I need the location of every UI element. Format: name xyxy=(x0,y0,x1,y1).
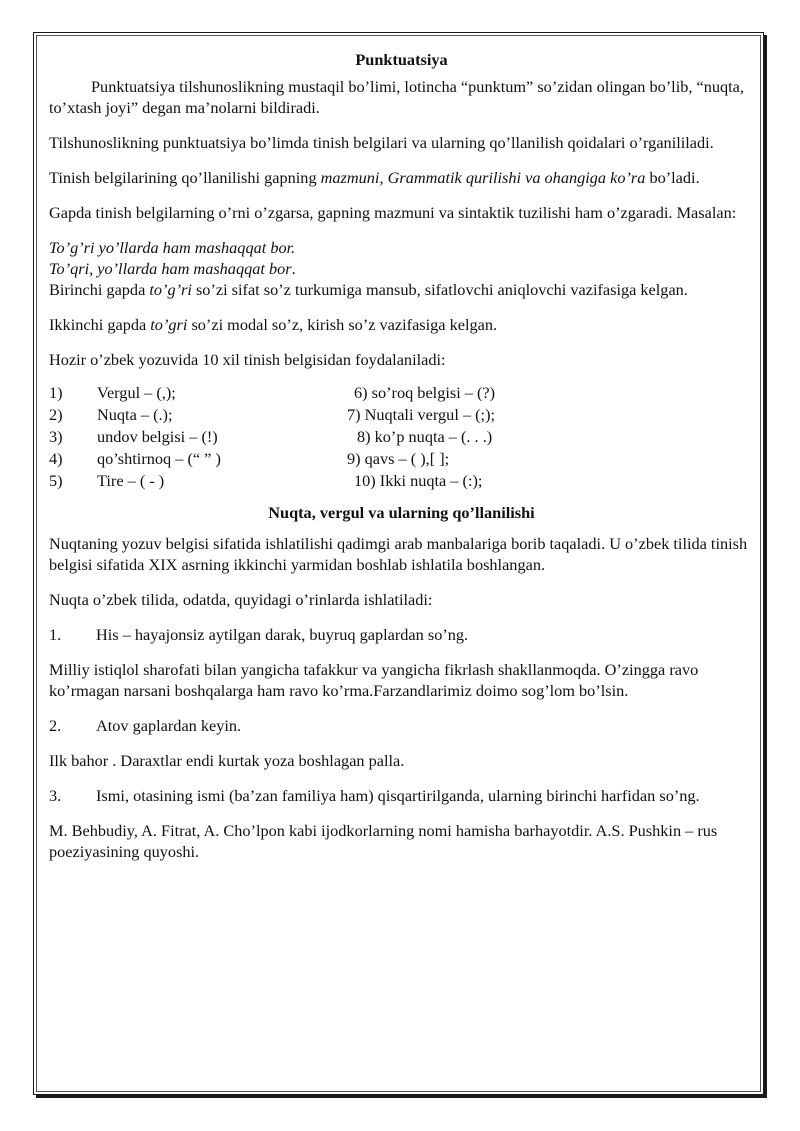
paragraph-second-sentence: Ikkinchi gapda to’gri so’zi modal so’z, kirish so’z vazifasiga kelgan. xyxy=(49,315,498,334)
list-item: 1) Vergul – (,); 6) so’roq belgisi – (?) xyxy=(49,383,496,402)
example-1: To’g’ri yo’llarda ham mashaqqat bor. xyxy=(49,238,296,257)
punctuation-list xyxy=(49,382,754,492)
list-item: 4) qo’shtirnoq – (“ ” ) 9) qavs – ( ),[ ]; xyxy=(49,449,450,468)
paragraph-count: Hozir o’zbek yozuvida 10 xil tinish belgisidan foydalaniladi: xyxy=(49,350,446,369)
paragraph-change: Gapda tinish belgilarning o’rni o’zgarsa, gapning mazmuni va sintaktik tuzilishi ham o’zgaradi. Masalan: xyxy=(49,203,737,222)
paragraph-history: Nuqtaning yozuv belgisi sifatida ishlatilishi qadimgi arab manbalariga borib taqaladi. U o’zbek tilida tinish belgisi sifatida XIX asrning ikkinchi yarmidan boshlab ishlatila boshlangan. xyxy=(49,534,748,574)
paragraph-definition: Tilshunoslikning punktuatsiya bo’limda tinish belgilari va ularning qo’llanilish qoidalari o’rganililadi. xyxy=(49,133,714,152)
rule-2: 2. Atov gaplardan keyin. xyxy=(49,716,242,735)
paragraph-example-rule-2: Ilk bahor . Daraxtlar endi kurtak yoza boshlagan palla. xyxy=(49,751,405,770)
list-item: 2) Nuqta – (.); 7) Nuqtali vergul – (;); xyxy=(49,405,496,424)
paragraph-example-rule-3: M. Behbudiy, A. Fitrat, A. Cho’lpon kabi ijodkorlarning nomi hamisha barhayotdir. A.S. Pushkin – rus poeziyasining quyoshi. xyxy=(49,821,718,861)
example-2: To’qri, yo’llarda ham mashaqqat bor. xyxy=(49,259,296,278)
section-title: Nuqta, vergul va ularning qo’llanilishi xyxy=(268,503,535,522)
paragraph-usage: Tinish belgilarining qo’llanilishi gapning mazmuni, Grammatik qurilishi va ohangiga ko’ra bo’ladi. xyxy=(49,168,700,187)
list-item: 5) Tire – ( - ) 10) Ikki nuqta – (:); xyxy=(49,471,483,490)
rule-3: 3. Ismi, otasining ismi (ba’zan familiya ham) qisqartirilganda, ularning birinchi harfidan so’ng. xyxy=(49,786,700,805)
paragraph-intro: Punktuatsiya tilshunoslikning mustaqil bo’limi, lotincha “punktum” so’zidan olingan bo’lib, “nuqta, to’xtash joyi” degan ma’nolarni bildiradi. xyxy=(49,77,744,117)
paragraph-first-sentence: Birinchi gapda to’g’ri so’zi sifat so’z turkumiga mansub, sifatlovchi aniqlovchi vazifasiga kelgan. xyxy=(49,280,688,299)
paragraph-example-rule-1: Milliy istiqlol sharofati bilan yangicha tafakkur va yangicha fikrlash shakllanmoqda. O’zingga ravo ko’rmagan narsani boshqalarga ham ravo ko’rma.Farzandlarimiz doimo sog’lom bo’lsin. xyxy=(49,660,699,700)
paragraph-rules-intro: Nuqta o’zbek tilida, odatda, quyidagi o’rinlarda ishlatiladi: xyxy=(49,590,433,609)
rule-1: 1. His – hayajonsiz aytilgan darak, buyruq gaplardan so’ng. xyxy=(49,625,469,644)
list-item: 3) undov belgisi – (!) 8) ko’p nuqta – (. . .) xyxy=(49,427,493,446)
page-title: Punktuatsiya xyxy=(355,50,448,69)
document-body xyxy=(49,45,754,876)
